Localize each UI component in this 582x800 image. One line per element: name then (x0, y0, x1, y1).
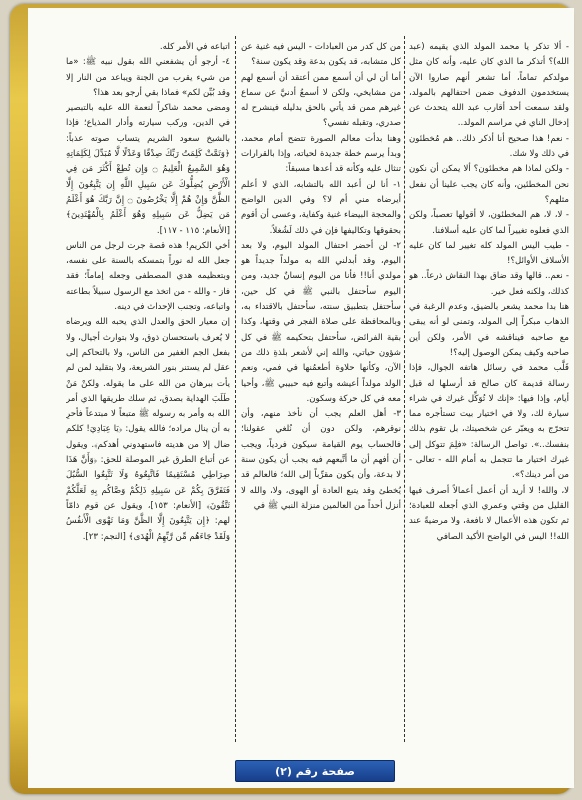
column-divider-right (404, 36, 405, 742)
text-column-right (409, 40, 569, 740)
page-number-banner (235, 760, 395, 782)
column-middle-text: من كل كدر من العبادات - اليس فيه غنية عن كل متشابه، قد يكون بدعة وقد يكون سنة؟ أما أن لي أن أسمع ممن أعتقد أن أسمع لهم من مشايخي، ولكن لا أسمعُ أدنيَّ عن سماع غيرهم ممن قد يأتي بالحق بدليله فينشرح له صدري، وتقبله نفسي؟ وهنا بدأت معالم الصورة تتضح أمام محمد، وبدأ يرسم خطة جديدة لحياته، وإذا بالقرارات تنثال عليه وكأنه قد أعدها مسبقاً: ١- أنا لن أعبد الله بالتشابه، الذي لا أعلم أيرضاه مني أم لا؟ وفي الدين الواضح والمحجة البيضاء غنية وكفاية، وعسى أن أقوم بحقوقها وتكاليفها فإن في ذلك لَشُغلاً. ٢- لن أحضر احتفال المولد اليوم، ولا بعد اليوم، وقد أبدلني الله به مولداً جديداً هو مولدي أنا!! فأنا من اليوم إنسانٌ جديد، ومن اليوم سأحتفل بالنبي ﷺ في كل حين، سأحتفل بتطبيق سنته، سأحتفل بالاقتداء به، وبالمحافظة على صلاة الفجر في وقتها، وكذا بقية الفرائض، سأحتفل بتحكيمه ﷺ في كل شؤون حياتي، والله إني لأشعر بلذةِ ذلك من الآن، وكأنها حلاوة أطعمُنها في فمي، ونعم الولد مولداً أعيشه وأتبع فيه حبيبي ﷺ، وأحيا معه في كل حركة وسكون. ٣- أهل العلم يجب أن نأخذ منهم، وأن نوقرهم، ولكن دون أن نُلغي عقولنا؛ فالحساب يوم القيامة سيكون فردياً، ويجب أن أفهم أن ما أتَّبعهم فيه يجب أن يكون سنة لا بدعة، وأن يكون مقرِّباً إلى الله؛ فالعالم قد يُخطئ وقد يتبع العادة أو الهوى، ولا، والله لا أنزل أحداً من العالمين منزلة النبي ﷺ في (241, 42, 401, 511)
page-sheet (28, 8, 574, 788)
page-frame (10, 4, 572, 794)
column-divider-left (235, 36, 236, 742)
text-column-left (66, 40, 230, 740)
text-column-middle (241, 40, 401, 740)
column-right-text: - ألا تذكر يا محمد المولد الذي يقيمه (عبد الله)؟ أتذكر ما الذي كان عليه، وأنه كان مثل مولدكم تماماً، أما تشعر أنهم صاروا الآن يستخدمون الدفوف ضمن احتفالهم بالمولد، ولقد سمعت أحد أقارب عبد الله يتحدث عن إدخال الناي في مراسم المولد.. - نعم! هذا صحيح أنا أذكر ذلك.. هم مُخطئون في ذلك ولا شك. - ولكن لماذا هم مخطئون؟ ألا يمكن أن نكون نحن المخطئين، وأنه كان يجب علينا أن نفعل مثلهم؟ - لا، لا، هم المخطئون، لا أقولها تعصباً، ولكن الذي فعلوه تغييراً لما كان عليه أسلافنا. - طيب اليس المولد كله تغيير لما كان عليه الأسلاف الأوائل؟! - نعم.. قالها وقد ضاق بهذا النقاش ذرعاً.. هو كذلك، ولكنه فعل خير. هنا بدا محمد يشعر بالضيق، وعدم الرغبة في الذهاب مبكراً إلى المولد، وتمنى لو أنه يبقى مع صاحبه فيناقشه في الأمر، ولكن أين صاحبه وكيف يمكن الوصول إليه؟! قَلَّب محمد في رسائل هاتفه الجوال، فإذا رسالة قديمة كان صالح قد أرسلها له قبل أيام، وإذا فيها: «إنك لا تُوَكِّل غيرك في شراء سيارة لك، ولا في اختيار بيت تستأجره مما تتحرّج به ويعبّر عن شخصيتك، بل تقوم بذلك بنفسك..». تواصل الرسالة: «فلِمَ تتوكل إلى غيرك اختيار ما تتجمل به أمام الله - تعالى - من أمر دينك؟». لا، والله! لا أريد أن أعمل أعمالاً أصرف فيها القليل من وقتي وعمري الذي أجعله للعبادة؛ ثم تكون هذه الأعمال لا نافعة، ولا مرضيةً عند الله!! اليس في الواضح الأكيد الصافي (409, 42, 569, 542)
column-left-text: اتباعه في الأمر كله. ٤- أرجو أن يشفعني الله بقول نبيه ﷺ: «ما من شيء يقرب من الجنة ويباعد من النار إلا وقد بُيِّن لكم» فماذا بقي أرجو بعد هذا؟ ومضى محمد شاكراً لنعمة الله عليه بالتبصير في الدين، وركب سيارته وأدار المذياع؛ فإذا بالشيخ سعود الشريم يتساب صوته عذباً: ﴿وَتَمَّتْ كَلِمَتُ رَبِّكَ صِدْقًا وَعَدْلًا لَّا مُبَدِّلَ لِكَلِمَاتِهِ وَهُوَ السَّمِيعُ الْعَلِيمُ ۝ وَإِن تُطِعْ أَكْثَرَ مَن فِي الْأَرْضِ يُضِلُّوكَ عَن سَبِيلِ اللَّهِ إِن يَتَّبِعُونَ إِلَّا الظَّنَّ وَإِنْ هُمْ إِلَّا يَخْرُصُونَ ۝ إِنَّ رَبَّكَ هُوَ أَعْلَمُ مَن يَضِلُّ عَن سَبِيلِهِ وَهُوَ أَعْلَمُ بِالْمُهْتَدِينَ﴾ [الأنعام: ١١٥ - ١١٧]. أخي الكريم! هذه قصة جرت لرجل من الناس جعل الله له نوراً بتمسكه بالسنة على نفسه، وبتعظيمه هدي المصطفى وجعله إماماً؛ فقد فاز - والله - من اتخذ مع الرسول سبيلاً بطاعته واتباعه، وتجنب الإحداث في دينه. إن معيار الحق والعدل الذي يحبه الله ويرضاه لا يُعرف باستحسان ذوق، ولا بتوارث أجيال، ولا بفعل الجم الغفير من الناس، ولا بالتحاكم إلى عقل لم يستنر بنور الشريعة، ولا بتقليد لمن لم يأت ببرهان من الله على ما يقوله. ولكنْ مَنْ طَلَبَ الهداية بصدق، ثم سلك طريقها الذي أمر الله به وأمر به رسوله ﷺ متبعاً لا مبتدعاً فأحرِ به أن ينال مراده؛ فالله يقول: ﴿يَا عِبَادِيَ! كلكم ضال إلا من هديته فاستهدوني أهدكم﴾. ويقول عن أتباع الطرق غير الموصلة للحق: ﴿وَأَنَّ هَذَا صِرَاطِي مُسْتَقِيمًا فَاتَّبِعُوهُ وَلَا تَتَّبِعُوا السُّبُلَ فَتَفَرَّقَ بِكُمْ عَن سَبِيلِهِ ذَلِكُمْ وَصَّاكُم بِهِ لَعَلَّكُمْ تَتَّقُونَ﴾ [الأنعام: ١٥٣]، ويقول عن قوم ذامّاً لهم: ﴿إِن يَتَّبِعُونَ إِلَّا الظَّنَّ وَمَا تَهْوَى الْأَنفُسُ وَلَقَدْ جَاءَهُم مِّن رَّبِّهِمُ الْهُدَى﴾ [النجم: ٢٣]. (66, 42, 230, 542)
page-number-label: صفحة رقم (٢) (275, 764, 355, 778)
